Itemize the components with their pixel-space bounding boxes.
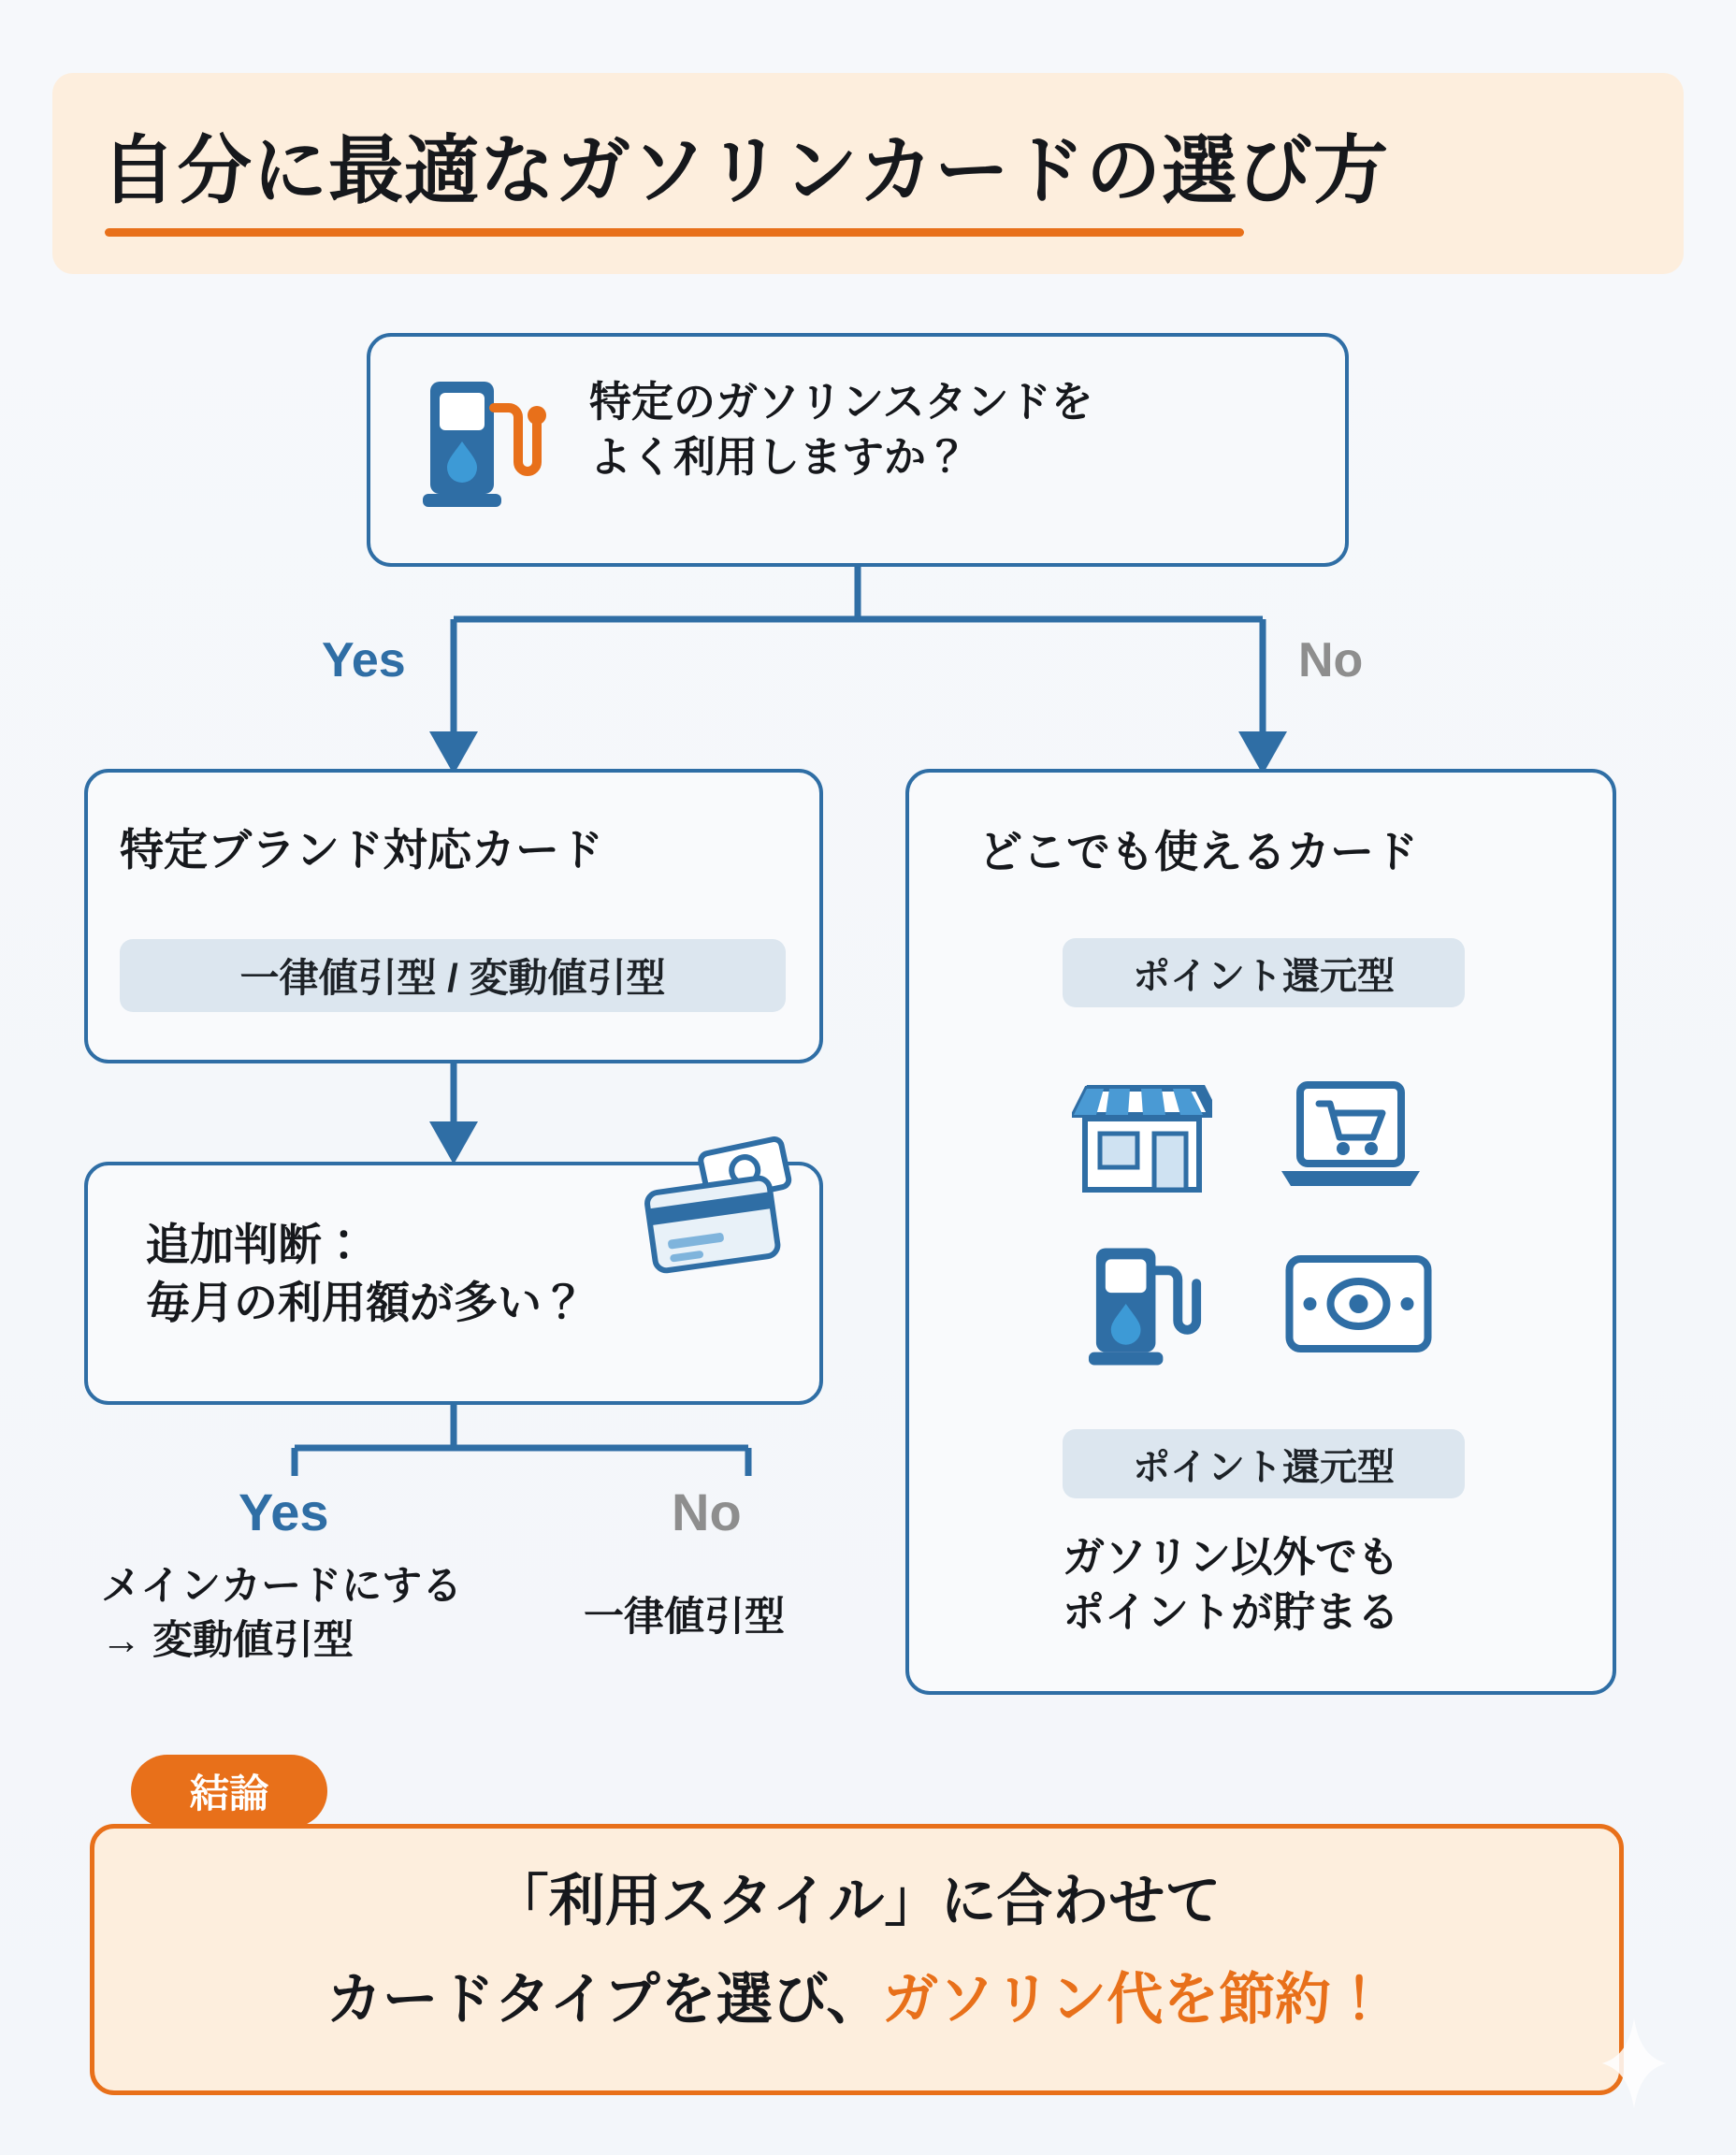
sub-branch-label-no: No bbox=[672, 1482, 742, 1541]
root-question-line1: 特定のガソリンスタンドを bbox=[589, 378, 1093, 426]
left-second-text bbox=[146, 1216, 763, 1332]
leaf-no-text: 一律値引型 bbox=[584, 1595, 785, 1640]
root-question-text bbox=[589, 374, 1328, 485]
leaf-yes-line1: メインカードにする bbox=[101, 1564, 463, 1609]
sparkle-icon bbox=[1601, 2018, 1667, 2108]
conclusion-line1: 「利用スタイル」に合わせて bbox=[492, 1870, 1222, 1932]
right-note-line2: ポイントが貯まる bbox=[1063, 1588, 1400, 1637]
title-underline bbox=[105, 228, 1244, 237]
right-branch-note bbox=[1063, 1529, 1586, 1641]
storefront-icon bbox=[1072, 1066, 1212, 1207]
leaf-yes-text bbox=[101, 1559, 550, 1669]
right-branch-chip-bottom: ポイント還元型 bbox=[1063, 1429, 1465, 1498]
page-title: 自分に最適なガソリンカードの選び方 bbox=[101, 129, 1389, 212]
conclusion-line2-plain: カードタイプを選び、 bbox=[326, 1968, 883, 2031]
conclusion-line2 bbox=[90, 1955, 1624, 2035]
root-question-line2: よく利用しますか？ bbox=[589, 433, 969, 482]
fuel-pump-icon bbox=[419, 367, 550, 516]
banknote-icon bbox=[1281, 1244, 1436, 1366]
right-note-line1: ガソリン以外でも bbox=[1063, 1533, 1400, 1581]
leaf-yes-line2: → 変動値引型 bbox=[101, 1618, 354, 1664]
left-branch-chip: 一律値引型 / 変動値引型 bbox=[120, 939, 786, 1012]
left-branch-title: 特定ブランド対応カード bbox=[120, 825, 603, 875]
laptop-shopping-cart-icon bbox=[1278, 1066, 1427, 1207]
sub-branch-label-yes: Yes bbox=[239, 1482, 329, 1541]
branch-label-no: No bbox=[1298, 633, 1364, 687]
left-branch-box bbox=[84, 769, 823, 1063]
conclusion-line2-highlight: ガソリン代を節約！ bbox=[882, 1968, 1388, 2031]
fuel-pump-icon-small bbox=[1085, 1237, 1211, 1377]
branch-label-yes: Yes bbox=[322, 633, 406, 687]
left-second-line2: 毎月の利用額が多い？ bbox=[146, 1278, 586, 1328]
right-branch-title: どこでも使えるカード bbox=[978, 827, 1418, 876]
conclusion-badge: 結論 bbox=[131, 1755, 327, 1828]
right-branch-chip-top: ポイント還元型 bbox=[1063, 938, 1465, 1007]
left-second-line1: 追加判断： bbox=[146, 1220, 366, 1269]
